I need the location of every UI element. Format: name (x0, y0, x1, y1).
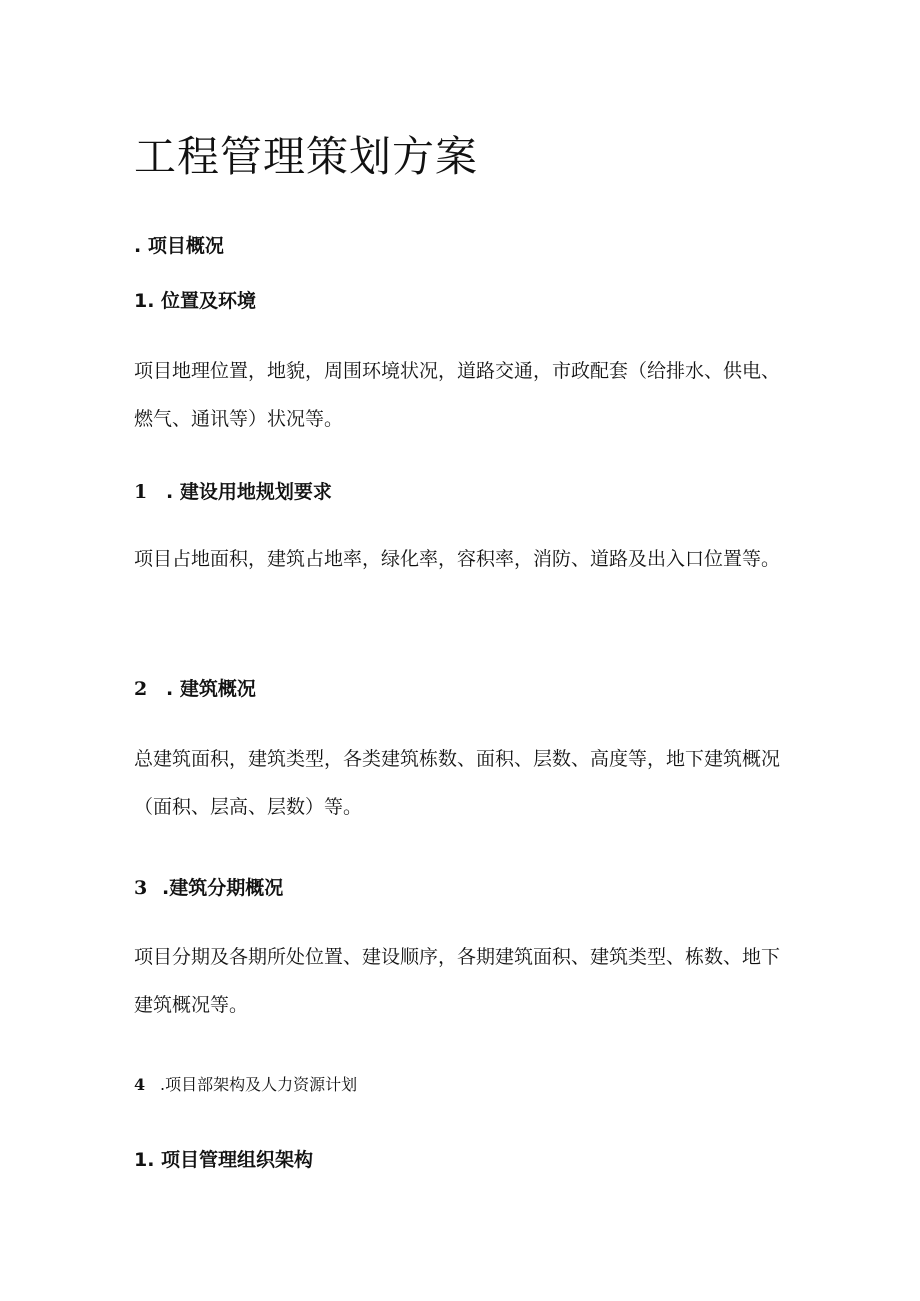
paragraph-building-overview: 总建筑面积，建筑类型，各类建筑栋数、面积、层数、高度等，地下建筑概况（面积、层高、层数）等。 (134, 748, 781, 818)
section-label: .项目部架构及人力资源计划 (160, 1075, 358, 1094)
section-label: . 建设用地规划要求 (166, 481, 332, 503)
section-number: 1 (134, 481, 148, 503)
document-title: 工程管理策划方案 (134, 132, 479, 181)
section-number: 2 (134, 678, 148, 700)
section-heading-land-planning (134, 477, 332, 504)
paragraph-location: 项目地理位置，地貌，周围环境状况，道路交通，市政配套（给排水、供电、燃气、通讯等）状况等。 (134, 360, 781, 430)
paragraph-land-planning: 项目占地面积，建筑占地率，绿化率，容积率，消防、道路及出入口位置等。 (134, 548, 781, 570)
section-label: . 建筑概况 (166, 678, 256, 700)
section-heading-phasing (134, 873, 283, 900)
section-heading-location: 1. 位置及环境 (134, 290, 257, 312)
section-heading-org-structure: 1. 项目管理组织架构 (134, 1149, 314, 1171)
section-label: .建筑分期概况 (162, 877, 284, 899)
section-heading-building-overview (134, 674, 256, 701)
section-number: 3 (134, 877, 148, 899)
section-number: 4 (134, 1075, 146, 1094)
section-heading-project-overview: . 项目概况 (134, 235, 224, 257)
paragraph-phasing: 项目分期及各期所处位置、建设顺序，各期建筑面积、建筑类型、栋数、地下建筑概况等。 (134, 946, 781, 1016)
section-heading-staffing (134, 1072, 357, 1095)
